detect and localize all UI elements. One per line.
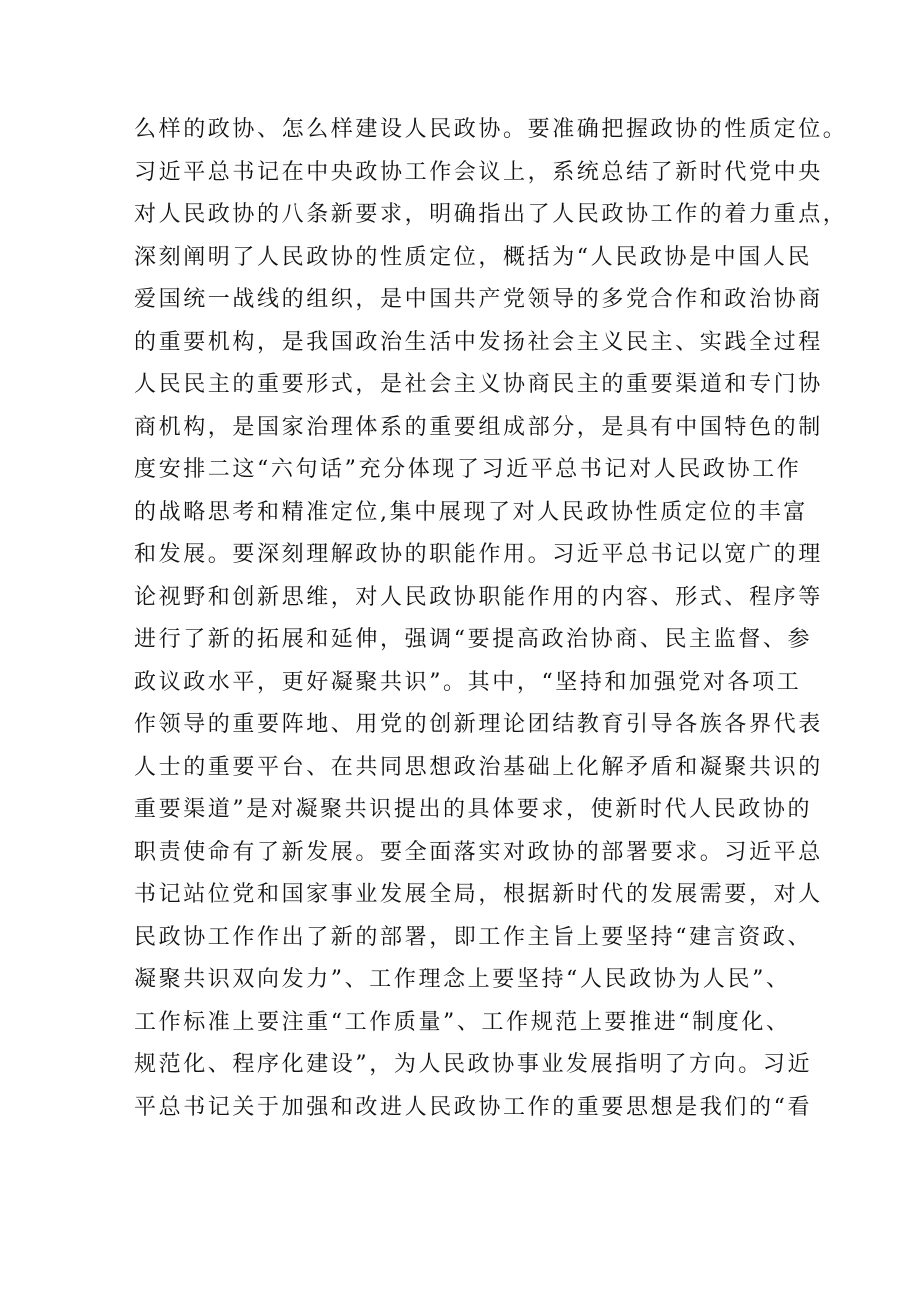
text-line: 人士的重要平台、在共同思想政治基础上化解矛盾和凝聚共识的 [134, 754, 823, 780]
text-line: 重要渠道”是对凝聚共识提出的具体要求，使新时代人民政协的 [134, 797, 813, 822]
text-line: 爱国统一战线的组织，是中国共产党领导的多党合作和政治协商 [134, 287, 823, 312]
text-line: 论视野和创新思维，对人民政协职能作用的内容、形式、程序等 [134, 584, 823, 610]
text-line: 人民民主的重要形式，是社会主义协商民主的重要渠道和专门协 [134, 372, 823, 397]
text-line: 书记站位党和国家事业发展全局，根据新时代的发展需要，对人 [134, 882, 823, 907]
text-line: 工作标准上要注重“工作质量”、工作规范上要推进“制度化、 [134, 1009, 791, 1035]
text-line: 规范化、程序化建设”，为人民政协事业发展指明了方向。习近 [134, 1052, 813, 1077]
text-line: 的重要机构，是我国政治生活中发扬社会主义民主、实践全过程 [134, 329, 823, 355]
text-line: 进行了新的拓展和延伸，强调“要提高政治协商、民主监督、参 [134, 627, 813, 652]
text-line: 深刻阐明了人民政协的性质定位，概括为“人民政协是中国人民 [134, 244, 813, 270]
text-line: 作领导的重要阵地、用党的创新理论团结教育引导各族各界代表 [134, 712, 823, 737]
text-line: 商机构，是国家治理体系的重要组成部分，是具有中国特色的制 [134, 414, 823, 440]
text-line: 习近平总书记在中央政协工作会议上，系统总结了新时代党中央 [134, 159, 823, 185]
text-line: 民政协工作作出了新的部署，即工作主旨上要坚持“建言资政、 [134, 924, 813, 950]
text-line: 职责使命有了新发展。要全面落实对政协的部署要求。习近平总 [134, 839, 823, 865]
text-line: 政议政水平，更好凝聚共识”。其中，“坚持和加强党对各项工 [134, 669, 802, 695]
text-line: 的战略思考和精准定位,集中展现了对人民政协性质定位的丰富 [134, 499, 808, 525]
text-line: 么样的政协、怎么样建设人民政协。要准确把握政协的性质定位。 [134, 117, 848, 142]
text-line: 度安排二这“六句话”充分体现了习近平总书记对人民政协工作 [134, 457, 802, 482]
text-line: 对人民政协的八条新要求，明确指出了人民政协工作的着力重点， [134, 202, 848, 227]
text-line: 凝聚共识双向发力”、工作理念上要坚持“人民政协为人民”、 [134, 967, 791, 992]
body-paragraph [134, 109, 848, 1129]
text-line: 平总书记关于加强和改进人民政协工作的重要思想是我们的“看 [134, 1094, 813, 1120]
text-line: 和发展。要深刻理解政协的职能作用。习近平总书记以宽广的理 [134, 542, 823, 567]
